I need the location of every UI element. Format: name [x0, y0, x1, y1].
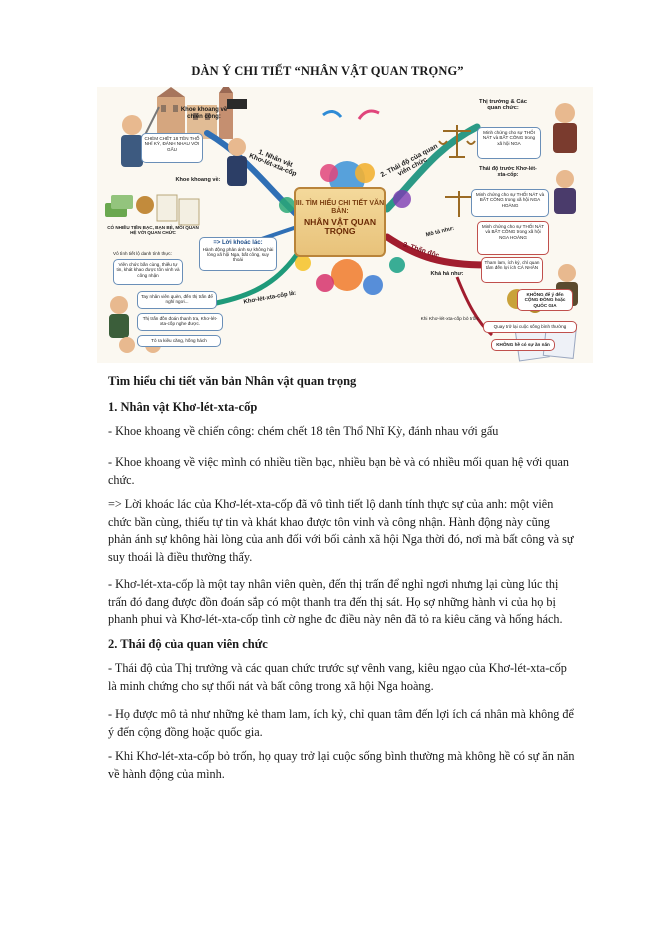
- attitude-label: Thái độ trước Khơ-lét-xta-cốp:: [479, 166, 537, 178]
- is-label: Khơ-lét-xta-cốp là:: [243, 290, 297, 306]
- scales-illustration: [439, 125, 475, 217]
- section1-paragraph-3: => Lời khoác lác của Khơ-lét-xta-cốp đã vô tình tiết lộ danh tính thực sự của anh: một viên chức bần cùng, thiếu tự tin và khát khao được tôn vinh và công nhận. Hành động này cũng phản ánh sự không hài lòng của anh đối với bối cảnh xã hội Nga thời đó, nơi mà bất công và sự suy thoái là điều thường thấy.: [108, 497, 574, 564]
- section1-heading: 1. Nhân vật Khơ-lét-xta-cốp: [108, 400, 258, 414]
- reveal-box: Viên chức bần cùng, thiếu tự tin, khát khao được tôn vinh và công nhận: [113, 259, 183, 285]
- section2-paragraph-2: - Họ được mô tả như những kẻ tham lam, ích kỷ, chỉ quan tâm đến lợi ích cá nhân mà không để ý đến cộng đồng hoặc quốc gia.: [108, 707, 574, 739]
- section1-paragraph-2: - Khoe khoang về việc mình có nhiều tiền bạc, nhiều bạn bè và có nhiều mối quan hệ với quan chức.: [108, 455, 569, 487]
- section2-paragraph-1: - Thái độ của Thị trưởng và các quan chức trước sự vênh vang, kiêu ngạo của Khơ-lét-xta-cốp là minh chứng cho sự thối nát và bất công trong xã hội Nga hoàng.: [108, 661, 567, 693]
- is-box2: Thị trấn đồn đoán thanh tra, Khơ-lét-xta-cốp nghe được.: [137, 313, 223, 331]
- boast2-box: CÓ NHIỀU TIỀN BẠC, BẠN BÈ, MỐI QUAN HỆ VỚI QUAN CHỨC: [107, 225, 199, 236]
- flee-label: Khi Khơ-lét-xta-cốp bỏ trốn:: [420, 317, 480, 322]
- desc-box: Minh chứng cho sự THỐI NÁT và BẤT CÔNG trong xã hội NGA HOÀNG: [477, 221, 549, 255]
- mayor-box: Minh chứng cho sự THỐI NÁT và BẤT CÔNG trong xã hội NGA: [477, 127, 541, 159]
- section-heading: Tìm hiểu chi tiết văn bản Nhân vật quan trọng: [108, 374, 357, 388]
- mindmap-figure: [97, 87, 593, 363]
- center-heading: III. TÌM HIỂU CHI TIẾT VĂN BẢN:: [295, 200, 385, 216]
- section1-paragraph-1: - Khoe khoang về chiến công: chém chết 18 tên Thổ Nhĩ Kỳ, đánh nhau với gấu: [108, 424, 499, 438]
- boast1-label: Khoe khoang về chiến công:: [180, 107, 228, 120]
- flee-box2: KHÔNG hề có sự ăn năn: [491, 339, 555, 351]
- branch2-label: 2. Thái độ của quan viên chức: [379, 142, 439, 179]
- section2-paragraph-3: - Khi Khơ-lét-xta-cốp bỏ trốn, họ quay trở lại cuộc sống bình thường mà không hề có sự ăn năn về hành động của mình.: [108, 749, 575, 781]
- section1-paragraph-4: - Khơ-lét-xta-cốp là một tay nhân viên quèn, đến thị trấn để nghỉ ngơi nhưng lại cùng lúc thị trấn đó đang được đồn đoán sắp có một thanh tra đến thị sát. Họ sợ những hành vi của họ bị phanh phui và Khơ-lét-xta-cốp tình cờ nghe đc điều này nên đã tỏ ra kiêu căng và hống hách.: [108, 577, 563, 626]
- is-box1: Tay nhân viên quèn, đến thị trấn để nghỉ ngơi...: [137, 291, 217, 309]
- boast1-box: CHÉM CHẾT 18 TÊN THỔ NHĨ KỲ, ĐÁNH NHAU VỚI GẤU: [141, 133, 203, 163]
- attitude-box: Minh chứng cho sự THỐI NÁT và BẤT CÔNG trong xã hội NGA HOÀNG: [471, 189, 549, 217]
- boast2-label: Khoe khoang về:: [175, 177, 221, 183]
- like-box2: KHÔNG để ý đến CỘNG ĐỒNG hoặc QUỐC GIA: [517, 289, 573, 311]
- is-box3: Tỏ ra kiêu căng, hống hách: [137, 335, 221, 347]
- document-title: DÀN Ý CHI TIẾT “NHÂN VẬT QUAN TRỌNG”: [191, 64, 464, 78]
- like-box1: Tham lam, ích kỷ, chỉ quan tâm đến lợi ích CÁ NHÂN: [481, 257, 543, 283]
- mayor-label: Thị trưởng & Các quan chức:: [479, 99, 527, 112]
- reveal-label: Vô tình tiết lộ danh tính thực:: [113, 251, 173, 256]
- center-title: NHÂN VẬT QUAN TRỌNG: [303, 217, 377, 237]
- section2-heading: 2. Thái độ của quan viên chức: [108, 637, 268, 651]
- conclusion-box: [199, 237, 277, 271]
- branch3-label: 3. Thấn độc: [401, 241, 441, 260]
- flee-box1: Quay trở lại cuộc sống bình thường: [483, 321, 577, 333]
- conclusion-title: => Lời khoác lác:: [213, 240, 263, 246]
- conclusion-text: Hành động phản ánh sự không hài lòng xã hội Nga, bất công, suy thoái: [202, 246, 274, 263]
- desc-label: Mô tả như:: [425, 225, 455, 239]
- branch1-label: 1. Nhân vật Khơ-lét-xta-cốp: [247, 148, 298, 179]
- like-label: Khả hả như:: [430, 271, 464, 277]
- money-documents-illustration: [105, 195, 199, 225]
